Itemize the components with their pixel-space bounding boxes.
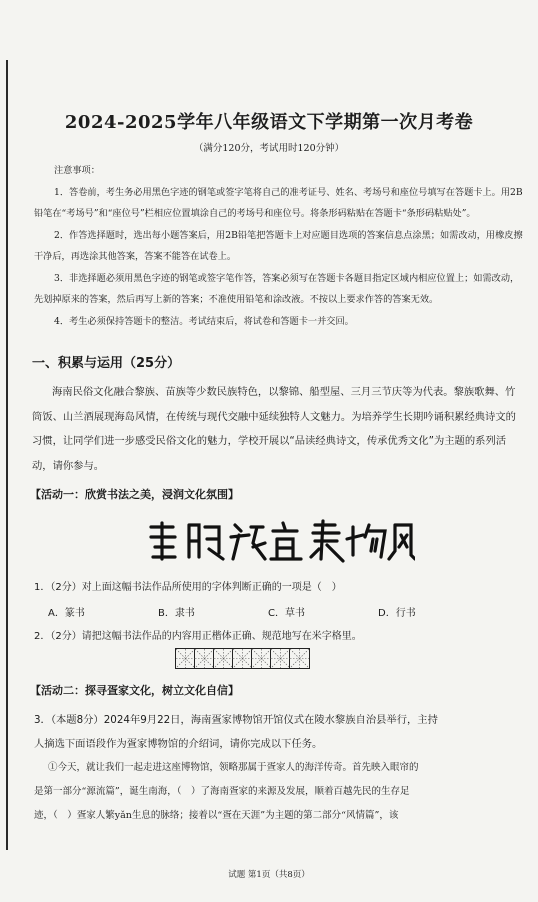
passage-line-2: 是第一部分“源流篇”，诞生南海，（ ）了海南疍家的来源及发展，顺着百越先民的生存足 (34, 786, 410, 797)
mi-grid-cell[interactable] (290, 649, 309, 668)
mi-grid-cell[interactable] (214, 649, 233, 668)
option-b[interactable]: B．隶书 (158, 608, 195, 619)
mi-grid-cell[interactable] (252, 649, 271, 668)
notice-item-1: 1．答卷前，考生务必用黑色字迹的钢笔或签字笔将自己的准考证号、姓名、考场号和座位号填写在答题卡上。用2B铅笔在“考场号”和“座位号”栏相应位置填涂自己的考场号和座位号。将条形码粘贴在答题卡“条形码粘贴处”。 (34, 186, 523, 219)
option-c[interactable]: C．草书 (268, 608, 305, 619)
activity2-heading: 【活动二：探寻疍家文化，树立文化自信】 (30, 684, 239, 697)
exam-subtitle: （满分120分，考试用时120分钟） (193, 143, 345, 154)
mi-zi-grid (175, 648, 310, 669)
question-3-passage (34, 756, 524, 828)
notice-item-3: 3．非选择题必须用黑色字迹的钢笔或签字笔作答，答案必须写在答题卡各题目指定区域内相应位置上；如需改动，先划掉原来的答案，然后再写上新的答案；不准使用铅笔和涂改液。不按以上要求作答的答案无效。 (34, 272, 520, 305)
calligraphy-text: 量眼放宜長物風 (145, 517, 152, 518)
notice-item-4: 4．考生必须保持答题卡的整洁。考试结束后，将试卷和答题卡一并交回。 (54, 315, 354, 327)
notice-item-2: 2．作答选择题时，选出每小题答案后，用2B铅笔把答题卡上对应题目选项的答案信息点涂黑；如需改动，用橡皮擦干净后，再选涂其他答案，答案不能答在试卷上。 (34, 229, 523, 262)
exam-title: 2024-2025学年八年级语文下学期第一次月考卷 (64, 112, 474, 133)
activity1-heading: 【活动一：欣赏书法之美，浸润文化氛围】 (30, 488, 239, 501)
question-3 (34, 708, 524, 756)
question-2: 2．（2分）请把这幅书法作品的内容用正楷体正确、规范地写在米字格里。 (34, 631, 362, 642)
calligraphy-artwork (145, 517, 415, 563)
mi-grid-cell[interactable] (195, 649, 214, 668)
option-d[interactable]: D．行书 (378, 608, 416, 619)
question-3-line-1: 3．（本题8分）2024年9月22日，海南疍家博物馆开馆仪式在陵水黎族自治县举行，主持 (34, 714, 438, 726)
mi-grid-cell[interactable] (233, 649, 252, 668)
section-heading: 一、积累与运用（25分） (32, 356, 181, 371)
passage-line-3: 迹，（ ）疍家人繁yǎn生息的脉络；接着以“疍在天涯”为主题的第二部分“风情篇”，该 (34, 810, 399, 821)
notice-heading: 注意事项： (54, 165, 100, 176)
notice-block (34, 160, 524, 332)
option-a[interactable]: A．篆书 (48, 608, 85, 619)
page-footer: 试题 第1页（共8页） (228, 870, 310, 880)
question-3-line-2: 人摘选下面语段作为疍家博物馆的介绍词，请你完成以下任务。 (34, 738, 323, 750)
mi-grid-cell[interactable] (176, 649, 195, 668)
question-1-options (48, 604, 488, 619)
passage-line-1: ①今天，就让我们一起走进这座博物馆，领略那属于疍家人的海洋传奇。首先映入眼帘的 (48, 762, 419, 773)
question-1: 1．（2分）对上面这幅书法作品所使用的字体判断正确的一项是（ ） (34, 582, 342, 593)
mi-grid-cell[interactable] (271, 649, 290, 668)
section-intro: 海南民俗文化融合黎族、苗族等少数民族特色，以黎锦、船型屋、三月三节庆等为代表。黎族歌舞、竹筒饭、山兰酒展现海岛风情，在传统与现代交融中延续独特人文魅力。为培养学生长期吟诵积累经典诗文的习惯，让同学们进一步感受民俗文化的魅力，学校开展以“品读经典诗文，传承优秀文化”为主题的系列活动，请你参与。 (32, 386, 516, 472)
